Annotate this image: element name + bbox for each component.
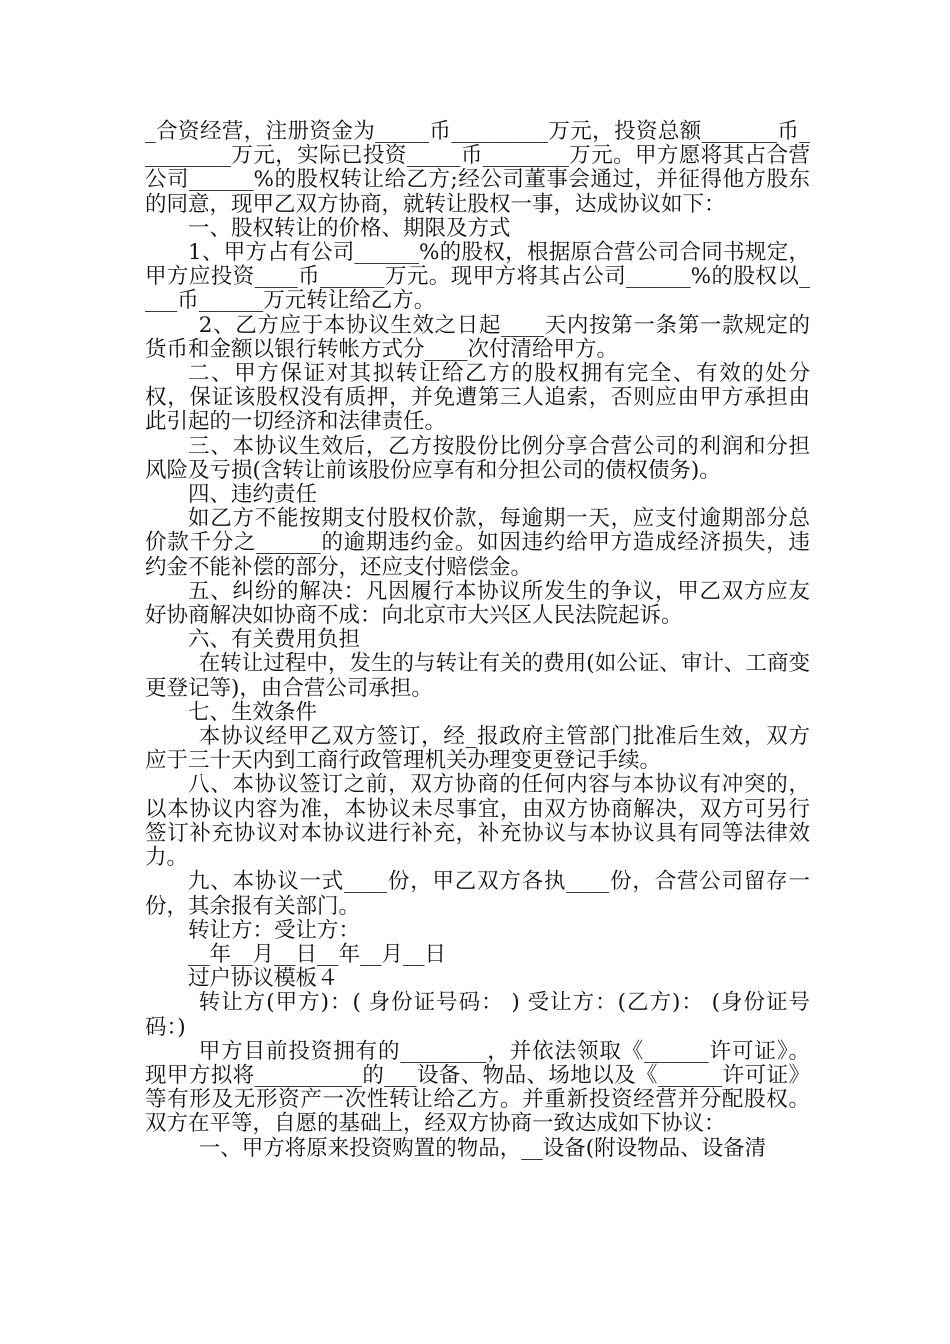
paragraph-template-clause-1: 一、甲方将原来投资购置的物品，__设备(附设物品、设备清 (198, 1135, 767, 1161)
parties-line: 转让方(甲方)：( 身份证号码： ) 受让方：(乙方)： (身份证号码：) (145, 990, 810, 1040)
heading-section-7: 七、生效条件 (188, 699, 318, 725)
template-title: 过户协议模板４ (188, 966, 339, 992)
paragraph-section-8: 八、本协议签订之前，双方协商的任何内容与本协议有冲突的，以本协议内容为准，本协议未尽事宜，由双方协商解决，双方可另行签订补充协议对本协议进行补充，补充协议与本协议具有同等法律效力。 (145, 772, 810, 871)
paragraph-section-7: 本协议经甲乙双方签订，经_报政府主管部门批准后生效，双方应于三十天内到工商行政管理机关办理变更登记手续。 (145, 724, 810, 774)
document-page (145, 120, 810, 1161)
paragraph-clause-1-2: 2、乙方应于本协议生效之日起____天内按第一条第一款规定的货币和金额以银行转帐方式分____次付清给甲方。 (145, 312, 810, 362)
signature-parties: 转让方：受让方： (188, 917, 361, 943)
heading-section-4: 四、违约责任 (188, 482, 318, 508)
heading-section-6: 六、有关费用负担 (188, 627, 361, 653)
paragraph-section-6: 在转让过程中，发生的与转让有关的费用(如公证、审计、工商变更登记等)，由合营公司承担。 (145, 651, 810, 701)
paragraph-section-2: 二、甲方保证对其拟转让给乙方的股权拥有完全、有效的处分权，保证该股权没有质押，并免遭第三人追索，否则应由甲方承担由此引起的一切经济和法律责任。 (145, 361, 810, 435)
paragraph-template-intro: 甲方目前投资拥有的________，并依法领取《______许可证》。现甲方拟将__________的___设备、物品、场地以及《______许可证》等有形及无形资产一次性转让给乙方。并重新投资经营并分配股权。双方在平等，自愿的基础上，经双方协商一致达成如下协议： (145, 1038, 810, 1137)
signature-dates: __年__月__日__年__月__日 (188, 941, 447, 967)
paragraph-section-4: 如乙方不能按期支付股权价款，每逾期一天，应支付逾期部分总价款千分之______的逾期违约金。如因违约给甲方造成经济损失，违约金不能补偿的部分，还应支付赔偿金。 (145, 506, 810, 580)
paragraph-section-3: 三、本协议生效后，乙方按股份比例分享合营公司的利润和分担风险及亏损(含转让前该股份应享有和分担公司的债权债务)。 (145, 433, 810, 483)
heading-section-1: 一、股权转让的价格、期限及方式 (188, 215, 511, 241)
paragraph-section-9: 九、本协议一式____份，甲乙双方各执____份，合营公司留存一份，其余报有关部门。 (145, 869, 810, 919)
paragraph-section-5: 五、纠纷的解决：凡因履行本协议所发生的争议，甲乙双方应友好协商解决如协商不成：向北京市大兴区人民法院起诉。 (145, 578, 810, 629)
paragraph-intro: _合资经营，注册资金为_____币_________万元，投资总额_______币_________万元，实际已投资_____币________万元。甲方愿将其占合营公司______%的股权转让给乙方;经公司董事会通过，并征得他方股东的同意，现甲乙双方协商，就转让股权一事，达成协议如下： (145, 119, 810, 217)
paragraph-clause-1-1: 1、甲方占有公司______%的股权，根据原合营公司合同书规定，甲方应投资____币______万元。现甲方将其占公司______%的股权以____币______万元转让给乙方。 (145, 240, 810, 314)
